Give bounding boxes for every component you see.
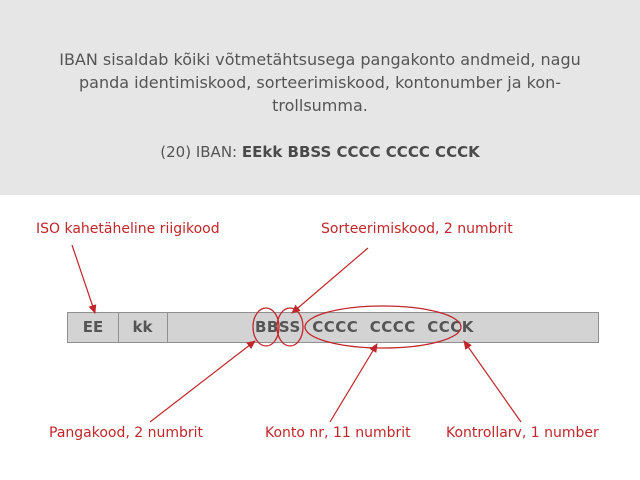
check-digits-segment: kk (118, 313, 168, 342)
bank-code-ellipse (253, 308, 279, 346)
country-code-label: ISO kahetäheline riigikood (36, 221, 220, 237)
account-number-label: Konto nr, 11 numbrit (265, 425, 411, 441)
intro-line-3: trollsumma. (272, 96, 368, 115)
intro-line-1: IBAN sisaldab kõiki võtmetähtsusega pangakonto andmeid, nagu (59, 50, 581, 69)
account-number-ellipse (305, 306, 461, 348)
country-code-arrow (72, 245, 95, 313)
sort-code-arrow (292, 248, 368, 313)
intro-line-2: panda identimiskood, sorteerimiskood, kontonumber ja kon- (78, 73, 562, 92)
iban-format-code: EEkk BBSS CCCC CCCC CCCK (241, 143, 480, 161)
country-code-segment: EE (68, 313, 119, 342)
bban-segment: BBSS CCCC CCCC CCCK (255, 318, 474, 336)
sort-code-ellipse (277, 308, 303, 346)
check-digit-arrow (464, 341, 521, 422)
sort-code-label: Sorteerimiskood, 2 numbrit (321, 221, 513, 237)
check-digit-label: Kontrollarv, 1 number (446, 425, 599, 441)
bank-code-arrow (150, 341, 255, 422)
bank-code-label: Pangakood, 2 numbrit (49, 425, 204, 441)
account-number-arrow (330, 344, 377, 422)
iban-format-prefix: (20) IBAN: (160, 143, 242, 161)
